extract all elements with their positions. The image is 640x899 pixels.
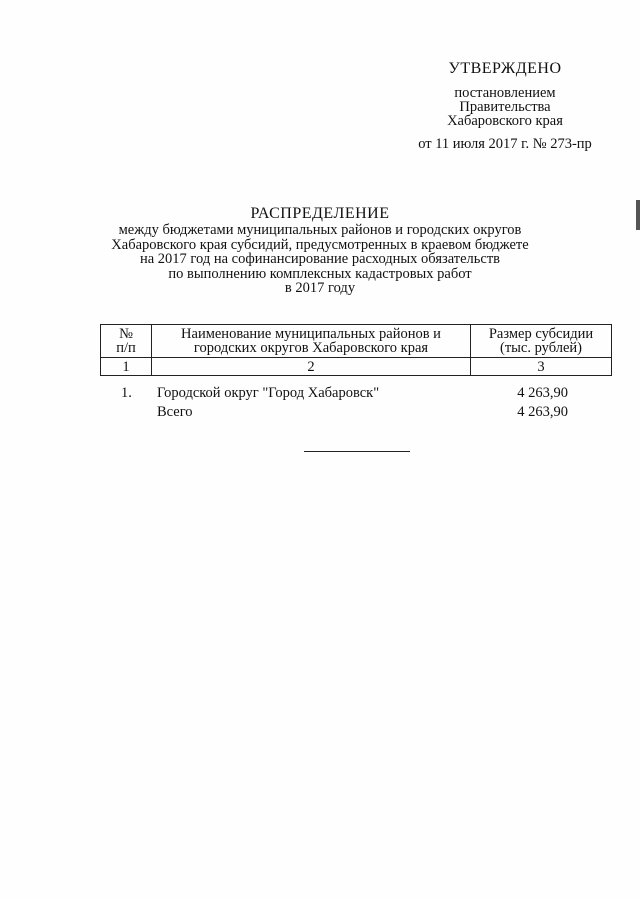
row-name: Городской округ "Город Хабаровск" bbox=[157, 385, 380, 401]
end-rule bbox=[304, 451, 410, 452]
header-cell-number: № п/п bbox=[101, 325, 152, 358]
row-number: 1. bbox=[121, 385, 132, 401]
row-amount: 4 263,90 bbox=[517, 385, 568, 401]
total-amount: 4 263,90 bbox=[517, 404, 568, 420]
approval-heading: УТВЕРЖДЕНО bbox=[448, 60, 562, 77]
column-number-cell: 2 bbox=[152, 358, 471, 376]
subtitle-line: Хабаровского края субсидий, предусмотренных в краевом бюджете bbox=[111, 236, 529, 253]
document-subtitle bbox=[0, 223, 640, 296]
approval-block bbox=[390, 60, 620, 152]
total-label: Всего bbox=[157, 404, 193, 420]
distribution-table-header bbox=[100, 324, 612, 376]
subtitle-line: по выполнению комплексных кадастровых работ bbox=[168, 265, 472, 282]
subtitle-line: в 2017 году bbox=[284, 280, 356, 296]
approval-line-1: постановлением bbox=[454, 85, 556, 101]
document-title: РАСПРЕДЕЛЕНИЕ bbox=[250, 205, 390, 222]
column-number-cell: 3 bbox=[471, 358, 612, 376]
header-cell-amount: Размер субсидии (тыс. рублей) bbox=[471, 325, 612, 358]
subtitle-line: на 2017 год на софинансирование расходных обязательств bbox=[139, 251, 501, 267]
column-number-cell: 1 bbox=[101, 358, 152, 376]
subtitle-line: между бюджетами муниципальных районов и городских округов bbox=[118, 222, 522, 238]
approval-date: от 11 июля 2017 г. № 273-пр bbox=[418, 136, 592, 152]
approval-line-3: Хабаровского края bbox=[447, 113, 563, 129]
header-cell-name: Наименование муниципальных районов и городских округов Хабаровского края bbox=[152, 325, 471, 358]
approval-line-2: Правительства bbox=[459, 99, 551, 115]
